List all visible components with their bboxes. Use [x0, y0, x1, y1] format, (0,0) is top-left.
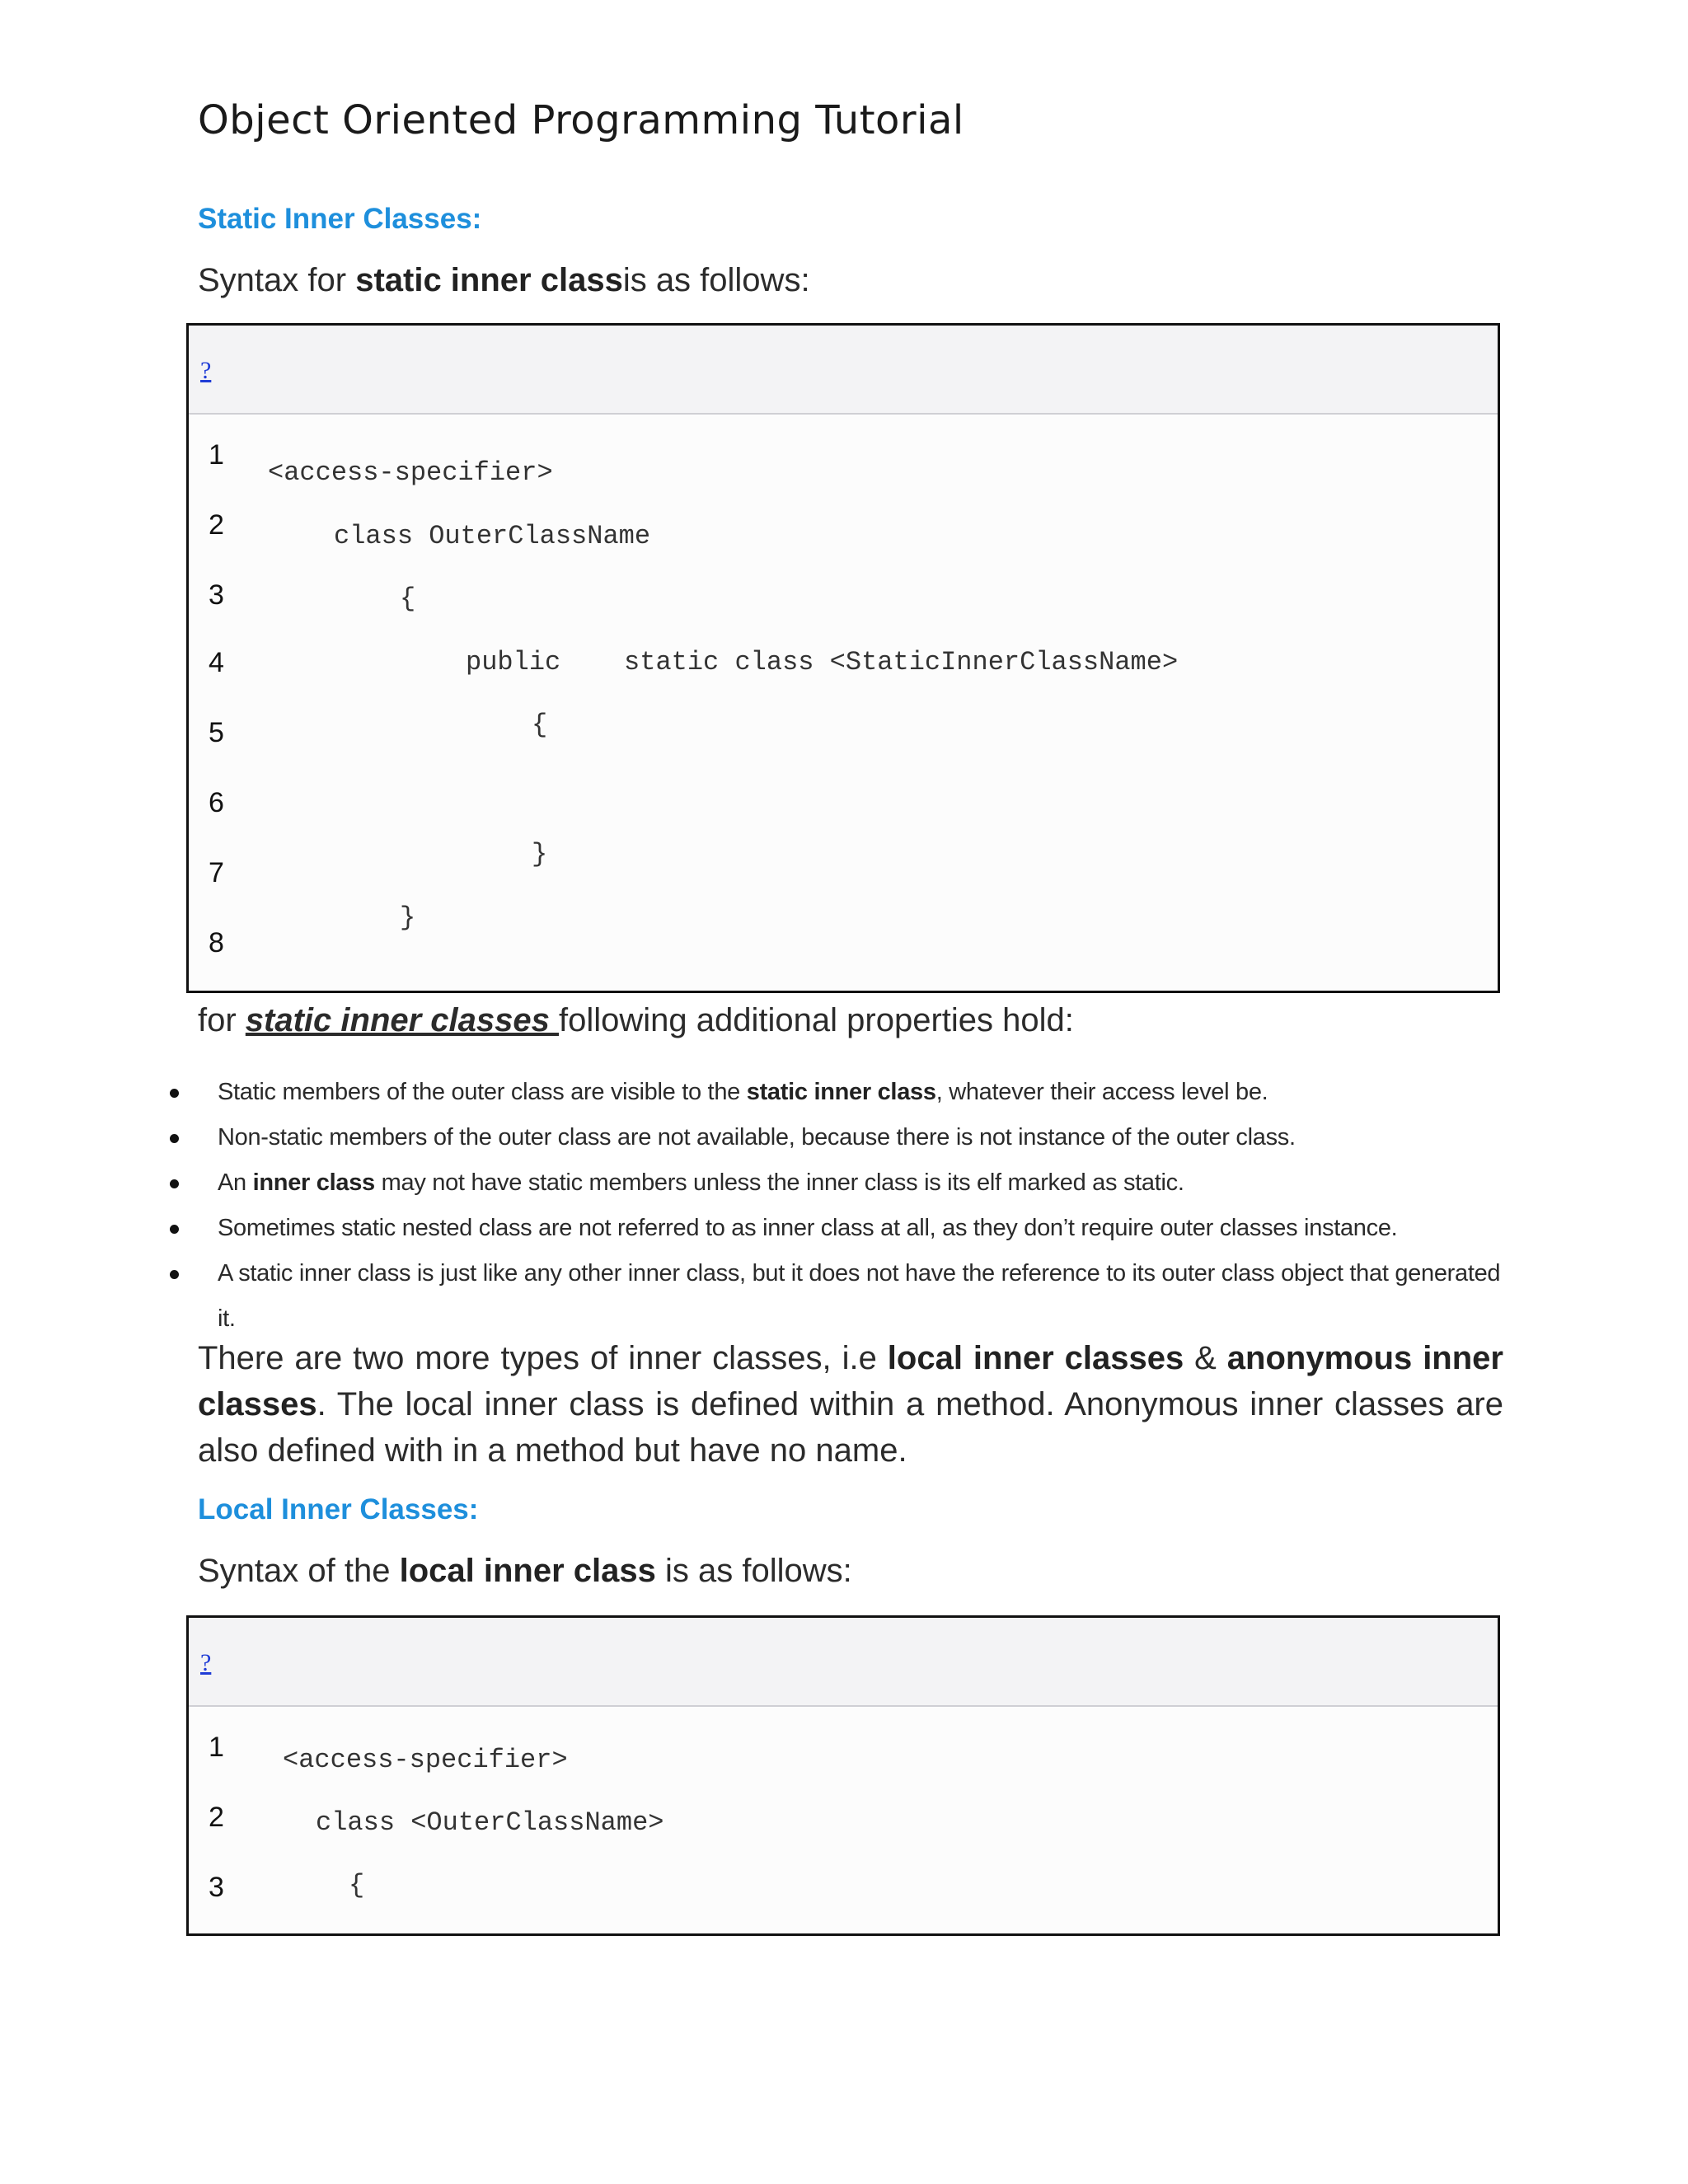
syntax-bold: local inner class — [399, 1553, 656, 1589]
code-line: class <OuterClassName> — [316, 1807, 664, 1838]
bullet-bold: inner class — [252, 1169, 375, 1196]
view-source-link[interactable]: ? — [200, 1649, 212, 1676]
list-item — [170, 1115, 1505, 1160]
syntax-pre: Syntax for — [198, 262, 356, 298]
code-line: { — [532, 710, 548, 740]
section-heading-local: Local Inner Classes: — [198, 1493, 479, 1526]
inner-class-types-paragraph — [198, 1335, 1503, 1474]
list-item — [170, 1160, 1505, 1206]
bullet-bold: static inner class — [746, 1079, 936, 1105]
properties-list — [170, 1070, 1505, 1342]
para-bold: anonymous inner classes — [198, 1340, 1503, 1422]
bullet-icon — [170, 1089, 179, 1098]
code-line: <access-specifier> — [268, 457, 553, 488]
code-toolbar — [189, 326, 1498, 415]
line-number: 1 — [209, 439, 224, 471]
section-heading-static: Static Inner Classes: — [198, 203, 482, 235]
code-line: <access-specifier> — [283, 1745, 568, 1775]
line-number: 2 — [209, 509, 224, 541]
line-number: 6 — [209, 787, 224, 818]
line-number: 1 — [209, 1732, 224, 1763]
para-text: There are two more types of inner classes, i.e — [198, 1340, 888, 1376]
props-post: following additional properties hold: — [559, 1002, 1074, 1038]
syntax-post: is as follows: — [655, 1553, 852, 1589]
props-emphasis: static inner classes — [245, 1002, 560, 1038]
syntax-pre: Syntax of the — [198, 1553, 400, 1589]
para-text: & — [1184, 1340, 1227, 1376]
code-toolbar — [189, 1618, 1498, 1707]
code-block-static — [186, 323, 1500, 993]
bullet-post: may not have static members unless the inner class is its elf marked as static. — [374, 1169, 1184, 1196]
document-title: Object Oriented Programming Tutorial — [198, 97, 964, 143]
code-line: class OuterClassName — [334, 521, 651, 551]
para-bold: local inner classes — [887, 1340, 1184, 1376]
syntax-bold: static inner class — [355, 262, 623, 298]
properties-intro — [198, 1002, 1074, 1039]
code-line: { — [349, 1870, 365, 1900]
line-number: 3 — [209, 1872, 224, 1903]
code-line: { — [400, 583, 416, 614]
bullet-text: A static inner class is just like any other inner class, but it does not have the reference to its outer class object that generated it. — [218, 1260, 1501, 1332]
line-number: 3 — [209, 579, 224, 611]
syntax-post: is as follows: — [622, 262, 810, 298]
bullet-text: Sometimes static nested class are not referred to as inner class at all, as they don’t require outer classes instance. — [218, 1215, 1398, 1241]
list-item — [170, 1251, 1505, 1342]
syntax-intro-static — [198, 262, 810, 299]
props-pre: for — [198, 1002, 246, 1038]
bullet-icon — [170, 1270, 179, 1279]
bullet-pre: Static members of the outer class are visible to the — [218, 1079, 747, 1105]
bullet-icon — [170, 1225, 179, 1234]
bullet-pre: An — [218, 1169, 253, 1196]
bullet-icon — [170, 1134, 179, 1143]
code-line: } — [400, 902, 416, 933]
list-item — [170, 1070, 1505, 1115]
line-number: 5 — [209, 717, 224, 748]
bullet-icon — [170, 1179, 179, 1188]
code-line: } — [532, 839, 548, 869]
view-source-link[interactable]: ? — [200, 357, 212, 384]
line-number: 7 — [209, 857, 224, 888]
code-line: public static class <StaticInnerClassName> — [466, 647, 1179, 677]
bullet-text: Non-static members of the outer class are not available, because there is not instance of the outer class. — [218, 1124, 1296, 1151]
line-number: 2 — [209, 1802, 224, 1833]
line-number: 8 — [209, 927, 224, 958]
code-block-local — [186, 1615, 1500, 1936]
syntax-intro-local — [198, 1553, 852, 1590]
line-number: 4 — [209, 647, 224, 678]
para-text: . The local inner class is defined within a method. Anonymous inner classes are also defined with in a method but have no name. — [198, 1386, 1503, 1469]
bullet-post: , whatever their access level be. — [935, 1079, 1268, 1105]
list-item — [170, 1206, 1505, 1251]
